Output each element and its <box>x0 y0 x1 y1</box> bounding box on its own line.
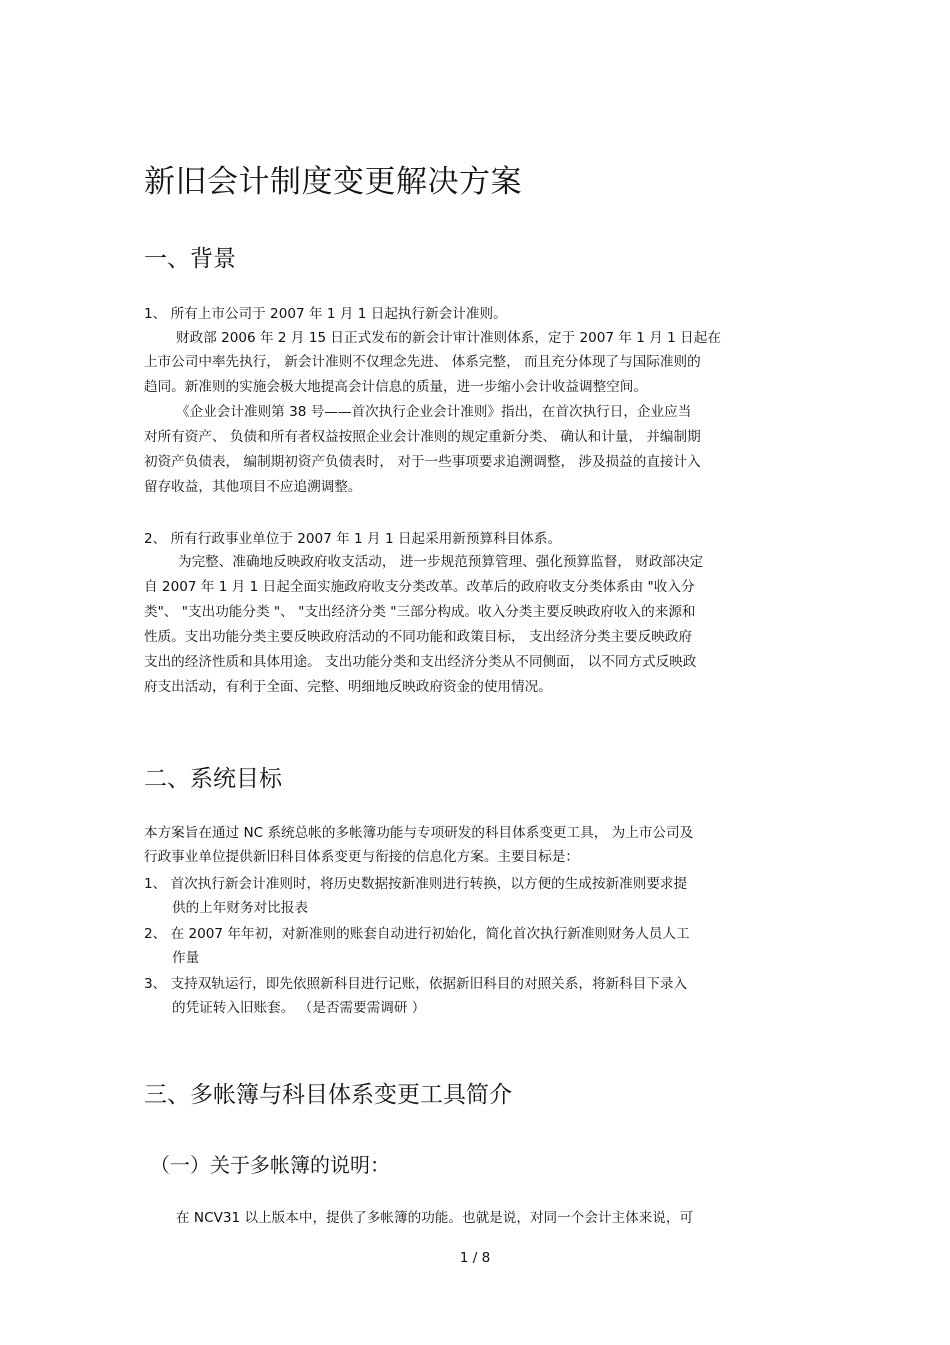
page-number: 1 / 8 <box>459 1250 491 1266</box>
section-heading-tools: 三、多帐簿与科目体系变更工具简介 <box>144 1082 512 1108</box>
paragraph-line: 2、 所有行政事业单位于 2007 年 1 月 1 日起采用新预算科目体系。 <box>144 531 562 547</box>
section-heading-background: 一、背景 <box>144 246 236 272</box>
paragraph-line: 本方案旨在通过 NC 系统总帐的多帐簿功能与专项研发的科目体系变更工具， 为上市公司及 <box>144 825 694 841</box>
paragraph-line: 行政事业单位提供新旧科目体系变更与衔接的信息化方案。主要目标是： <box>144 849 579 865</box>
paragraph-line: 1、 所有上市公司于 2007 年 1 月 1 日起执行新会计准则。 <box>144 306 507 322</box>
list-item: 2、 在 2007 年年初，对新准则的账套自动进行初始化，简化首次执行新准则财务人员人工 <box>144 926 690 942</box>
list-item: 1、 首次执行新会计准则时，将历史数据按新准则进行转换，以方便的生成按新准则要求提 <box>144 876 688 892</box>
paragraph-line: 在 NCV31 以上版本中，提供了多帐簿的功能。也就是说，对同一个会计主体来说，可 <box>176 1210 694 1226</box>
paragraph-line: 支出的经济性质和具体用途。 支出功能分类和支出经济分类从不同侧面， 以不同方式反映政 <box>144 654 697 670</box>
paragraph-line: 为完整、准确地反映政府收支活动， 进一步规范预算管理、强化预算监督， 财政部决定 <box>178 554 704 570</box>
list-item: 3、 支持双轨运行，即先依照新科目进行记账，依据新旧科目的对照关系，将新科目下录入 <box>144 976 688 992</box>
paragraph-line: 留存收益，其他项目不应追溯调整。 <box>144 479 362 495</box>
paragraph-line: 对所有资产、 负债和所有者权益按照企业会计准则的规定重新分类、 确认和计量， 并编制期 <box>144 429 701 445</box>
paragraph-line: 财政部 2006 年 2 月 15 日正式发布的新会计审计准则体系，定于 2007 年 1 月 1 日起在 <box>176 330 721 346</box>
paragraph-line: 初资产负债表， 编制期初资产负债表时， 对于一些事项要求追溯调整， 涉及损益的直接计入 <box>144 454 701 470</box>
paragraph-line: 趋同。新准则的实施会极大地提高会计信息的质量，进一步缩小会计收益调整空间。 <box>144 379 647 395</box>
document-title: 新旧会计制度变更解决方案 <box>144 164 522 200</box>
paragraph-line: 自 2007 年 1 月 1 日起全面实施政府收支分类改革。改革后的政府收支分类体系由 "收入分 <box>144 579 695 595</box>
paragraph-line: 府支出活动，有利于全面、完整、明细地反映政府资金的使用情况。 <box>144 679 552 695</box>
list-item-continuation: 作量 <box>172 950 200 966</box>
paragraph-line: 《企业会计准则第 38 号——首次执行企业会计准则》指出，在首次执行日，企业应当 <box>176 404 692 420</box>
list-item-continuation: 的凭证转入旧账套。 （是否需要需调研 ） <box>172 1000 426 1016</box>
paragraph-line: 性质。支出功能分类主要反映政府活动的不同功能和政策目标， 支出经济分类主要反映政府 <box>144 629 693 645</box>
paragraph-line: 上市公司中率先执行， 新会计准则不仅理念先进、 体系完整， 而且充分体现了与国际准则的 <box>144 354 701 370</box>
paragraph-line: 类"、 "支出功能分类 "、 "支出经济分类 "三部分构成。收入分类主要反映政府收入的来源和 <box>144 604 696 620</box>
subsection-heading: （一）关于多帐簿的说明： <box>150 1153 390 1177</box>
list-item-continuation: 供的上年财务对比报表 <box>172 900 308 916</box>
section-heading-goals: 二、系统目标 <box>144 766 282 792</box>
